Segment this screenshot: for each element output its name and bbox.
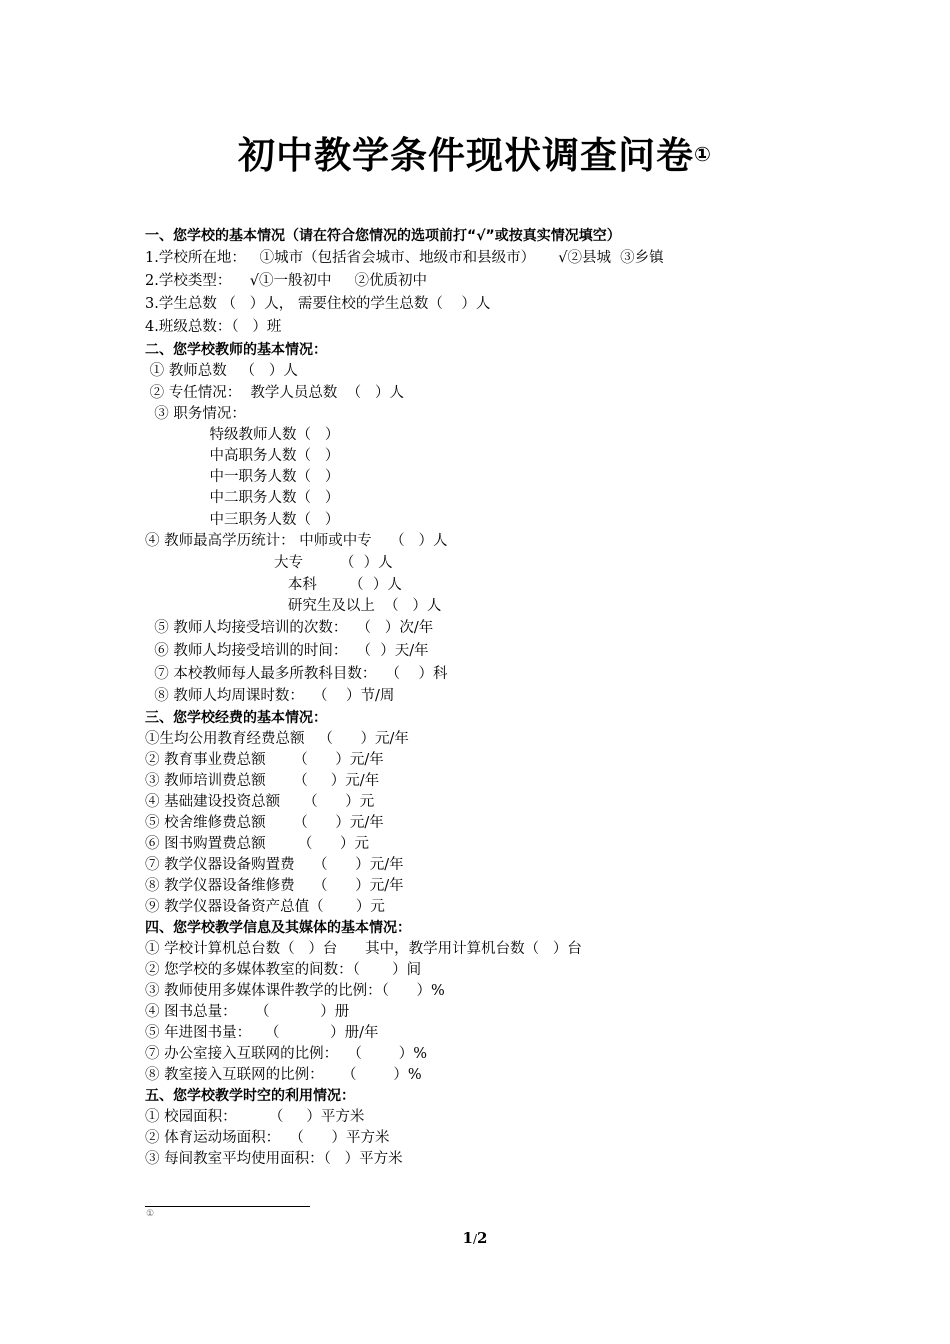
question-line: 特级教师人数（ ） <box>145 427 340 443</box>
question-line: ① 教师总数 （ ）人 <box>145 363 298 379</box>
question-line: 中高职务人数（ ） <box>145 448 340 464</box>
question-line: 4.班级总数：（ ）班 <box>145 319 282 335</box>
question-line: ⑦ 本校教师每人最多所教科目数： （ ）科 <box>145 666 448 682</box>
question-line: ⑤ 校舍维修费总额 （ ）元/年 <box>145 815 384 831</box>
section-heading: 三、您学校经费的基本情况： <box>145 710 327 726</box>
question-line: 中一职务人数（ ） <box>145 469 340 485</box>
question-line: 2.学校类型： √①一般初中 ②优质初中 <box>145 273 428 289</box>
question-line: 大专 （ ）人 <box>145 555 393 571</box>
question-line: ⑥ 教师人均接受培训的时间： （ ）天/年 <box>145 643 429 659</box>
question-line: ④ 图书总量： （ ）册 <box>145 1004 350 1020</box>
question-line: ⑧ 教室接入互联网的比例： （ ）% <box>145 1067 422 1083</box>
question-line: ④ 基础建设投资总额 （ ）元 <box>145 794 375 810</box>
question-line: ① 学校计算机总台数（ ）台 其中，教学用计算机台数（ ）台 <box>145 941 582 957</box>
question-line: 3.学生总数 （ ）人， 需要住校的学生总数（ ）人 <box>145 296 491 312</box>
section-heading: 二、您学校教师的基本情况： <box>145 342 327 358</box>
page-number: 1/2 <box>462 1229 488 1247</box>
section-heading: 五、您学校教学时空的利用情况： <box>145 1088 355 1104</box>
question-line: ④ 教师最高学历统计： 中师或中专 （ ）人 <box>145 533 448 549</box>
question-line: ①生均公用教育经费总额 （ ）元/年 <box>145 731 409 747</box>
footnote-marker: ① <box>146 1209 155 1219</box>
title-footnote-marker: ① <box>694 142 712 166</box>
question-line: 中二职务人数（ ） <box>145 490 340 506</box>
question-line: ⑤ 教师人均接受培训的次数： （ ）次/年 <box>145 620 434 636</box>
section-heading: 四、您学校教学信息及其媒体的基本情况： <box>145 920 411 936</box>
question-line: 中三职务人数（ ） <box>145 512 340 528</box>
question-line: ⑧ 教师人均周课时数： （ ）节/周 <box>145 688 395 704</box>
question-line: ⑤ 年进图书量： （ ）册/年 <box>145 1025 379 1041</box>
question-line: 研究生及以上 （ ）人 <box>145 598 442 614</box>
question-line: ⑧ 教学仪器设备维修费 （ ）元/年 <box>145 878 404 894</box>
section-heading: 一、您学校的基本情况（请在符合您情况的选项前打“√”或按真实情况填空） <box>145 228 621 244</box>
question-line: ① 校园面积： （ ）平方米 <box>145 1109 365 1125</box>
question-line: 本科 （ ）人 <box>145 577 402 593</box>
question-line: ⑥ 图书购置费总额 （ ）元 <box>145 836 370 852</box>
question-line: ② 您学校的多媒体教室的间数：（ ）间 <box>145 962 422 978</box>
question-line: ② 专任情况： 教学人员总数 （ ）人 <box>145 385 404 401</box>
question-line: ③ 教师培训费总额 （ ）元/年 <box>145 773 380 789</box>
question-line: 1.学校所在地： ①城市（包括省会城市、地级市和县级市） √②县城 ③乡镇 <box>145 250 664 266</box>
question-line: ⑦ 教学仪器设备购置费 （ ）元/年 <box>145 857 404 873</box>
question-line: ⑦ 办公室接入互联网的比例： （ ）% <box>145 1046 427 1062</box>
document-title: 初中教学条件现状调查问卷① <box>238 134 712 177</box>
question-line: ② 体育运动场面积： （ ）平方米 <box>145 1130 390 1146</box>
question-line: ② 教育事业费总额 （ ）元/年 <box>145 752 384 768</box>
question-line: ③ 教师使用多媒体课件教学的比例：（ ）% <box>145 983 445 999</box>
footnote-separator <box>145 1206 310 1207</box>
question-line: ③ 每间教室平均使用面积：（ ）平方米 <box>145 1151 403 1167</box>
question-line: ⑨ 教学仪器设备资产总值（ ）元 <box>145 899 385 915</box>
question-line: ③ 职务情况： <box>145 406 246 422</box>
